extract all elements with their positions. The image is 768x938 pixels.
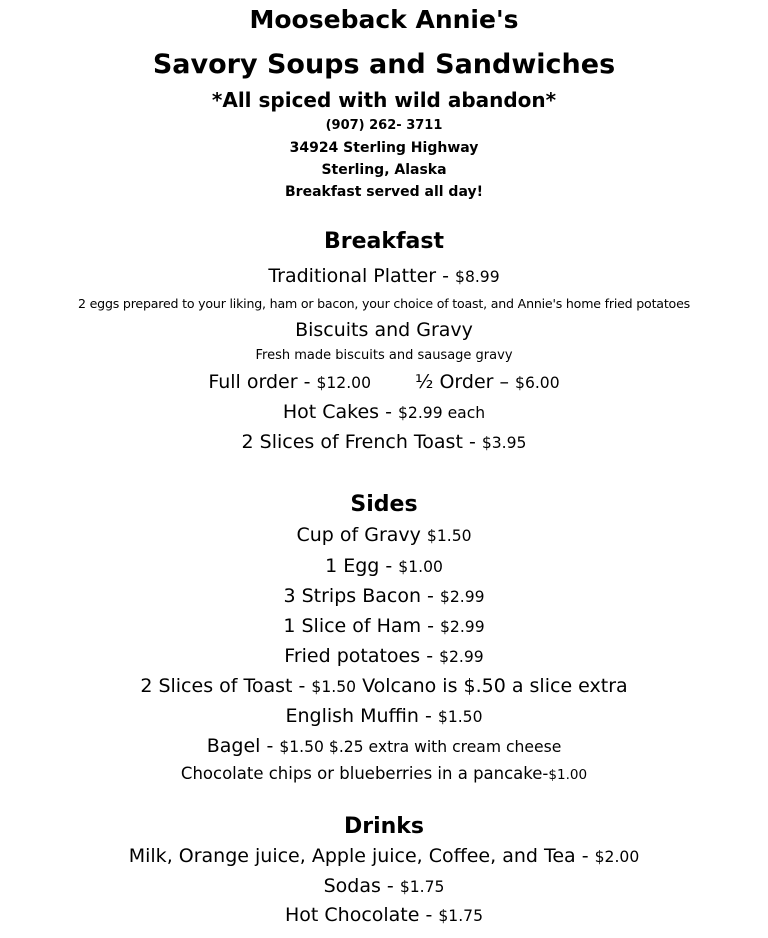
slices-of-toast-name: 2 Slices of Toast -: [140, 675, 312, 697]
one-egg: [0, 556, 768, 577]
sodas-name: Sodas -: [323, 875, 400, 897]
traditional-platter-price: $8.99: [455, 268, 500, 286]
english-muffin: [0, 706, 768, 727]
breakfast-heading: Breakfast: [323, 229, 445, 254]
cup-of-gravy: [0, 525, 768, 546]
bagel-price: $1.50 $.25 extra with cream cheese: [279, 738, 562, 756]
drinks-heading: Drinks: [343, 814, 425, 839]
strips-bacon: [0, 586, 768, 607]
traditional-platter-name: Traditional Platter -: [268, 265, 456, 287]
fried-potatoes: [0, 646, 768, 667]
slices-of-toast: [0, 676, 768, 697]
assorted-drinks-name: Milk, Orange juice, Apple juice, Coffee, and Tea -: [128, 845, 595, 867]
sodas: [0, 876, 768, 897]
volcano-toast-note: Volcano is $.50 a slice extra: [356, 675, 628, 697]
hot-cakes-name: Hot Cakes -: [282, 401, 399, 423]
biscuits-order-sizes: [0, 372, 768, 393]
restaurant-tagline: *All spiced with wild abandon*: [211, 88, 557, 112]
hot-chocolate: [0, 905, 768, 926]
strips-bacon-price: $2.99: [439, 588, 485, 606]
slices-of-toast-price: $1.50: [311, 678, 357, 696]
french-toast-price: $3.95: [481, 434, 527, 452]
restaurant-address: 34924 Sterling Highway: [289, 140, 479, 156]
biscuits-and-gravy-description: Fresh made biscuits and sausage gravy: [255, 348, 513, 363]
english-muffin-name: English Muffin -: [285, 705, 438, 727]
traditional-platter: [0, 266, 768, 287]
hot-chocolate-name: Hot Chocolate -: [284, 904, 439, 926]
pancake-addon-price: $1.00: [548, 767, 588, 783]
pancake-addon-name: Chocolate chips or blueberries in a pancake-: [180, 764, 549, 783]
one-egg-price: $1.00: [398, 558, 443, 576]
slice-of-ham-name: 1 Slice of Ham -: [283, 615, 441, 637]
restaurant-subtitle: Savory Soups and Sandwiches: [152, 49, 616, 80]
french-toast: [0, 432, 768, 453]
fried-potatoes-price: $2.99: [439, 648, 484, 666]
sodas-price: $1.75: [399, 878, 445, 896]
half-order-name: ½ Order –: [415, 371, 516, 393]
english-muffin-price: $1.50: [437, 708, 483, 726]
restaurant-name: Mooseback Annie's: [249, 5, 519, 34]
slice-of-ham: [0, 616, 768, 637]
cup-of-gravy-name: Cup of Gravy: [296, 524, 427, 546]
restaurant-city: Sterling, Alaska: [321, 162, 447, 178]
traditional-platter-description: 2 eggs prepared to your liking, ham or bacon, your choice of toast, and Annie's home fried potatoes: [78, 296, 690, 311]
hot-cakes-price: $2.99 each: [398, 404, 486, 422]
bagel: [0, 736, 768, 757]
half-order-price: $6.00: [515, 374, 560, 392]
full-order-name: Full order -: [208, 371, 317, 393]
cup-of-gravy-price: $1.50: [426, 527, 472, 545]
hot-cakes: [0, 402, 768, 423]
bagel-name: Bagel -: [206, 735, 280, 757]
breakfast-all-day-note: Breakfast served all day!: [285, 184, 483, 200]
assorted-drinks-price: $2.00: [594, 848, 640, 866]
one-egg-name: 1 Egg -: [325, 555, 399, 577]
pancake-addon: [0, 765, 768, 783]
assorted-drinks: [0, 846, 768, 867]
sides-heading: Sides: [350, 492, 418, 517]
strips-bacon-name: 3 Strips Bacon -: [283, 585, 440, 607]
hot-chocolate-price: $1.75: [438, 907, 483, 925]
full-order-price: $12.00: [316, 374, 371, 392]
slice-of-ham-price: $2.99: [440, 618, 485, 636]
biscuits-and-gravy: Biscuits and Gravy: [295, 319, 473, 341]
french-toast-name: 2 Slices of French Toast -: [241, 431, 482, 453]
fried-potatoes-name: Fried potatoes -: [284, 645, 440, 667]
restaurant-phone: (907) 262- 3711: [325, 118, 443, 133]
